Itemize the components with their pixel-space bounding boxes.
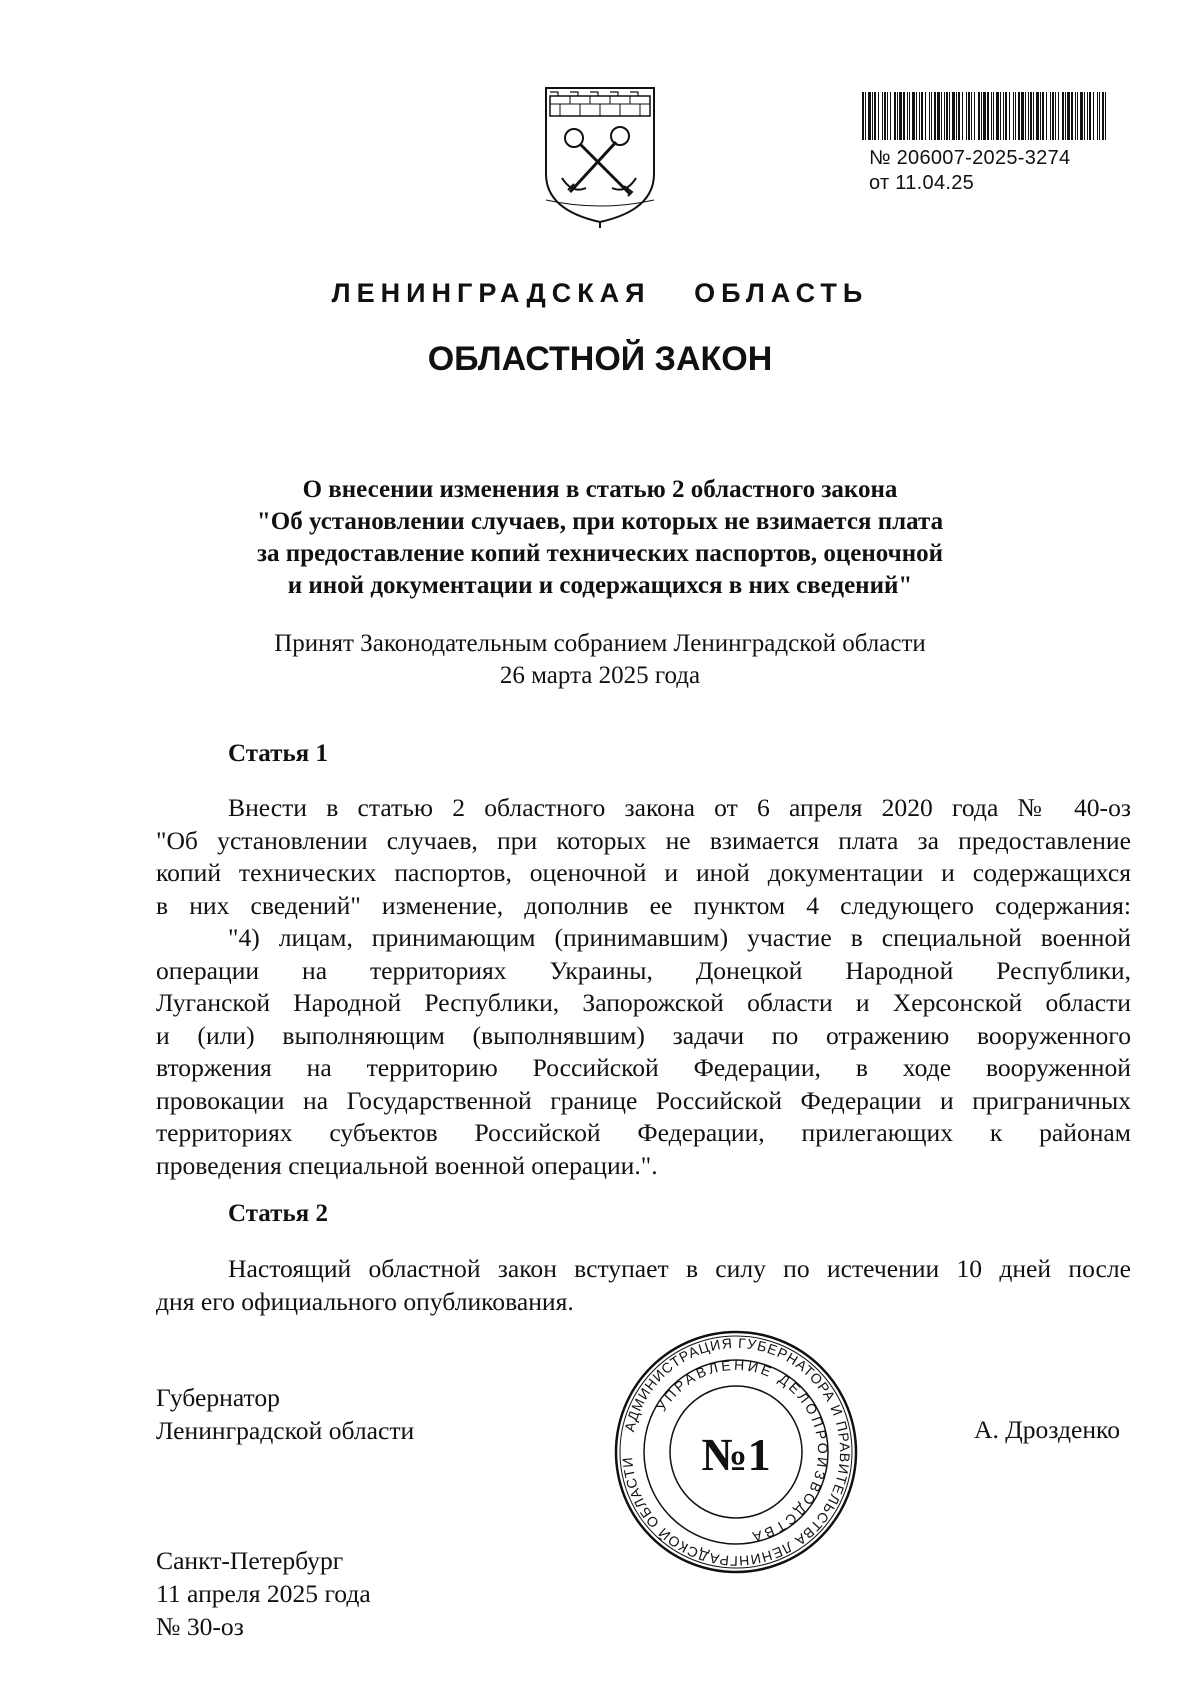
article-line: в них сведений" изменение, дополнив ее пунктом 4 следующего содержания: [156, 890, 1131, 920]
law-title-line: и иной документации и содержащихся в них сведений" [287, 572, 913, 599]
law-title [180, 474, 1020, 602]
article-1-heading: Статья 1 [228, 740, 328, 767]
article-line: "Об установлении случаев, при которых не взимается плата за предоставление [156, 825, 1131, 855]
stamp-inner-text: УПРАВЛЕНИЕ ДЕЛОПРОИЗВОДСТВА [653, 1356, 832, 1546]
article-line: территориях субъектов Российской Федерации, прилегающих к районам [156, 1118, 1131, 1147]
article-line: копий технических паспортов, оценочной и иной документации и содержащихся [156, 858, 1131, 887]
signatory-name: А. Дрозденко [974, 1415, 1120, 1444]
article-1-text [156, 792, 1131, 1182]
stamp-outer-text: АДМИНИСТРАЦИЯ ГУБЕРНАТОРА И ПРАВИТЕЛЬСТВА ЛЕНИНГРАДСКОЙ ОБЛАСТИ [618, 1334, 854, 1570]
article-line: вторжения на территорию Российской Федерации, в ходе вооруженной [156, 1053, 1131, 1082]
article-line: Внести в статью 2 областного закона от 6 апреля 2020 года № 40-оз [228, 793, 1131, 822]
law-title-line: "Об установлении случаев, при которых не взимается плата [256, 508, 944, 535]
adoption-line: Принят Законодательным собранием Ленинградской области [274, 630, 926, 657]
document-type: ОБЛАСТНОЙ ЗАКОН [427, 340, 773, 378]
article-line: "4) лицам, принимающим (принимавшим) участие в специальной военной [228, 923, 1131, 952]
position-line: Ленинградской области [156, 1416, 415, 1445]
article-2-heading: Статья 2 [228, 1200, 328, 1227]
article-line: провокации на Государственной границе Российской Федерации и приграничных [156, 1085, 1131, 1115]
place-line: 11 апреля 2025 года [156, 1579, 371, 1608]
place-line: Санкт-Петербург [156, 1546, 344, 1575]
registration-date: от 11.04.25 [869, 172, 975, 194]
law-title-line: О внесении изменения в статью 2 областного закона [302, 476, 898, 503]
coat-of-arms-icon [540, 82, 660, 228]
stamp-number: №1 [701, 1429, 771, 1480]
article-line: проведения специальной военной операции.". [156, 1150, 658, 1180]
article-line: и (или) выполняющим (выполнявшим) задачи по отражению вооруженного [156, 1020, 1131, 1050]
law-title-line: за предоставление копий технических паспортов, оценочной [257, 540, 943, 567]
barcode [862, 92, 1106, 140]
registration-number: № 206007-2025-3274 [869, 147, 1071, 169]
region-heading: ЛЕНИНГРАДСКАЯ ОБЛАСТЬ [331, 278, 869, 308]
article-line: операции на территориях Украины, Донецкой Народной Республики, [156, 955, 1131, 985]
article-line: Луганской Народной Республики, Запорожской области и Херсонской области [156, 988, 1131, 1017]
article-line: дня его официального опубликования. [156, 1286, 574, 1316]
signatory-position [156, 1381, 414, 1447]
place-date-number [156, 1544, 371, 1643]
place-line: № 30-оз [156, 1612, 244, 1641]
position-line: Губернатор [156, 1383, 280, 1412]
article-line: Настоящий областной закон вступает в силу по истечении 10 дней после [228, 1254, 1131, 1283]
adoption-note [180, 628, 1020, 692]
adoption-line: 26 марта 2025 года [499, 662, 701, 689]
official-stamp [614, 1330, 858, 1574]
article-2-text [156, 1253, 1131, 1318]
